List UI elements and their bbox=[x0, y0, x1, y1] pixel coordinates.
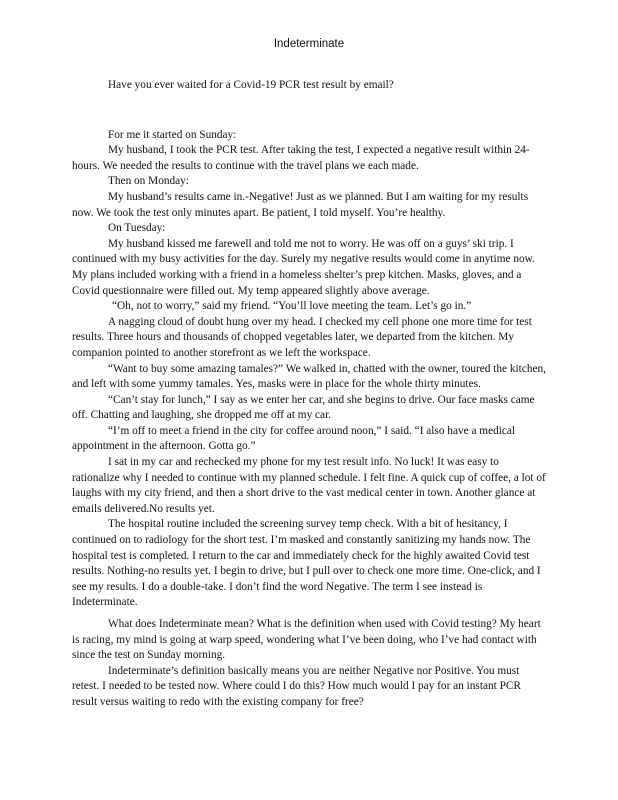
paragraph: My husband’s results came in.-Negative! Just as we planned. But I am waiting for my results now. We took the test only minutes apart. Be patient, I told myself. You’re healthy. bbox=[72, 190, 529, 219]
paragraph: My husband kissed me farewell and told me not to worry. He was off on a guys’ ski trip. I continued with my busy activities for the day. Surely my negative results would come in anytime now. My plans included working with a friend in a homeless shelter’s prep kitchen. Masks, gloves, and a Covid questionnaire were filled out. My temp appeared slightly above average. bbox=[72, 237, 535, 297]
paragraph: The hospital routine included the screening survey temp check. With a bit of hesitancy, I continued on to radiology for the short test. I’m masked and constantly sanitizing my hands now. The hospital test is completed. I return to the car and immediately check for the highly awaited Covid test results. Nothing-no results yet. I begin to drive, but I pull over to check one more time. One-click, and I see my results. I do a double-take. I don’t find the word Negative. The term I see instead is Indeterminate. bbox=[72, 518, 541, 609]
paragraph-sunday-heading: For me it started on Sunday: bbox=[108, 128, 237, 141]
paragraph: What does Indeterminate mean? What is the definition when used with Covid testing? My heart is racing, my mind is going at warp speed, wondering what I’ve been doing, who I’ve had contact with since the test on Sunday morning. bbox=[72, 618, 541, 662]
paragraph-monday-heading: Then on Monday: bbox=[108, 175, 189, 188]
document-title: Indeterminate bbox=[273, 38, 345, 50]
paragraph: I sat in my car and rechecked my phone for my test result info. No luck! It was easy to rationalize why I needed to continue with my planned schedule. I felt fine. A quick cup of coffee, a lot of laughs with my city friend, and then a short drive to the vast medical center in town. Another glance at emails delivered.No results yet. bbox=[72, 456, 546, 515]
paragraph: “Want to buy some amazing tamales?” We walked in, chatted with the owner, toured the kitchen, and left with some yummy tamales. Yes, masks were in place for the whole thirty minutes. bbox=[72, 362, 546, 391]
paragraph: “I’m off to meet a friend in the city for coffee around noon,” I said. “I also have a medical appointment in the afternoon. Gotta go.” bbox=[72, 424, 516, 453]
paragraph-intro-question: Have you ever waited for a Covid-19 PCR test result by email? bbox=[108, 79, 394, 91]
paragraph: “Oh, not to worry,” said my friend. “You’ll love meeting the team. Let’s go in.” bbox=[112, 300, 472, 313]
paragraph: Indeterminate’s definition basically means you are neither Negative nor Positive. You must retest. I needed to be tested now. Where could I do this? How much would I pay for an instant PCR result versus waiting to redo with the existing company for free? bbox=[72, 664, 521, 708]
paragraph: My husband, I took the PCR test. After taking the test, I expected a negative result within 24-hours. We needed the results to continue with the travel plans we each made. bbox=[72, 144, 530, 172]
paragraph: A nagging cloud of doubt hung over my head. I checked my cell phone one more time for test results. Three hours and thousands of chopped vegetables later, we departed from the kitchen. My companion pointed to another storefront as we left the workspace. bbox=[72, 315, 532, 359]
paragraph-tuesday-heading: On Tuesday: bbox=[108, 222, 166, 235]
document-body bbox=[72, 78, 548, 711]
paragraph: “Can’t stay for lunch,” I say as we enter her car, and she begins to drive. Our face masks came off. Chatting and laughing, she dropped me off at my car. bbox=[72, 393, 535, 422]
